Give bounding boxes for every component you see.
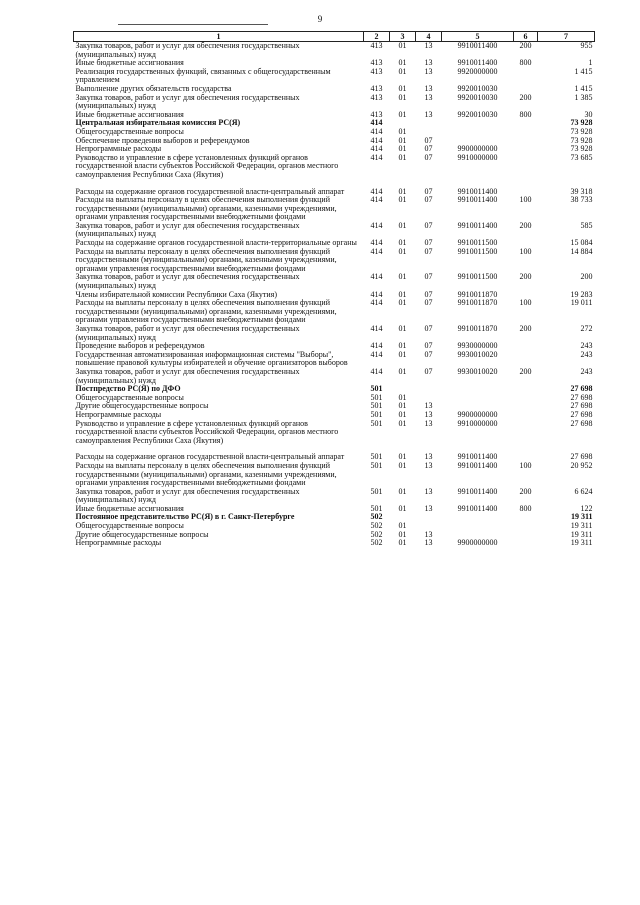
row-c2: 414 [370,289,383,299]
row-c6: 200 [519,92,532,102]
row-c3: 01 [398,135,407,145]
row-c6: 200 [519,324,532,333]
row-c4: 07 [424,220,433,230]
row-c6 [514,420,538,446]
row-c6 [514,342,538,351]
row-c3: 01 [398,186,407,196]
row-c4: 13 [424,401,433,411]
row-name: Обеспечение проведения выборов и референдумов [75,135,250,145]
row-c2: 502 [370,529,383,539]
row-c5: 9910011500 [457,238,498,248]
row-c4: 07 [424,324,433,333]
row-c3: 01 [398,503,407,513]
row-c5: 9930010020 [457,349,498,359]
row-c2: 414 [370,272,383,282]
row-c6 [514,539,538,548]
row-c5: 9910011500 [457,272,498,282]
table-row [74,68,595,85]
row-name: Иные бюджетные ассигнования [75,58,184,68]
row-c6: 800 [519,503,532,513]
row-c5: 9930000000 [457,341,498,351]
row-c6: 200 [519,220,532,230]
row-c4: 07 [424,135,433,145]
row-c3: 01 [398,324,407,333]
row-c2: 413 [370,83,383,93]
row-name: Постоянное представительство РС(Я) в г. Санкт-Петербурге [75,512,295,522]
budget-table [73,31,595,548]
row-c4: 13 [424,58,433,68]
row-c7: 27 698 [570,384,593,394]
row-c7: 6 624 [574,486,593,496]
row-name: Другие общегосударственные вопросы [75,401,209,411]
row-c7: 38 733 [570,195,593,205]
row-c7: 27 698 [570,392,593,402]
row-c2: 501 [370,460,383,470]
header-col-4: 4 [416,32,442,42]
row-c4: 07 [424,195,433,205]
row-c4 [416,119,442,128]
row-c4: 13 [424,452,433,462]
row-c5: 9930010020 [457,366,498,376]
row-c2: 414 [370,126,383,136]
row-c4: 13 [424,486,433,496]
row-c7: 585 [580,220,593,230]
row-c2: 414 [370,246,383,256]
row-name: Непрограммные расходы [75,144,162,154]
row-c2: 501 [370,503,383,513]
row-name: Непрограммные расходы [75,409,162,419]
row-c5: 9910011400 [457,460,498,470]
row-name: Реализация государственных функций, связанных с общегосударственным управлением [75,66,331,85]
row-c5: 9910011870 [457,289,498,299]
row-c4: 13 [424,529,433,539]
table-row [74,299,595,325]
row-c7: 19 311 [570,529,593,539]
header-row [74,32,595,42]
row-name: Руководство и управление в сфере установленных функций органов государственной власти субъектов Российской Федерации, органов местного самоуправления Республики Саха (Якутия) [75,418,339,445]
top-rule [118,24,268,25]
header-col-7: 7 [538,32,595,42]
row-name: Расходы на выплаты персоналу в целях обеспечения выполнения функций государственными (муниципальными) органами, казенными учреждениями, органами управления государственными внебюджетными фондами [75,195,337,222]
row-name: Закупка товаров, работ и услуг для обеспечения государственных (муниципальных) нужд [75,92,300,111]
table-row [74,420,595,446]
table-row [74,222,595,239]
row-c3: 01 [398,246,407,256]
row-c5 [442,513,514,522]
row-name: Расходы на выплаты персоналу в целях обеспечения выполнения функций государственными (муниципальными) органами, казенными учреждениями, органами управления государственными внебюджетными фондами [75,298,337,325]
row-c5: 9900000000 [457,409,498,419]
row-c3: 01 [398,144,407,154]
row-name: Закупка товаров, работ и услуг для обеспечения государственных (муниципальных) нужд [75,324,300,342]
row-c2: 501 [370,392,383,402]
table-row [74,196,595,222]
row-c2: 414 [370,298,383,308]
row-c4 [416,385,442,394]
row-name: Закупка товаров, работ и услуг для обеспечения государственных (муниципальных) нужд [75,486,300,505]
row-c2: 502 [370,521,383,531]
row-name: Другие общегосударственные вопросы [75,529,209,539]
row-c4: 13 [424,538,433,548]
row-name: Расходы на содержание органов государственной власти-центральный аппарат [75,452,345,462]
row-c4: 07 [424,238,433,248]
row-c6 [514,137,538,146]
row-c7: 19 311 [570,538,593,548]
row-c7: 243 [580,341,593,351]
table-row [74,539,595,548]
table-row [74,351,595,368]
row-c6: 800 [519,58,532,68]
row-c3: 01 [398,529,407,539]
row-c7: 200 [580,272,593,282]
row-c2: 414 [370,195,383,205]
row-c6: 200 [519,486,532,496]
row-c7: 19 311 [570,521,593,531]
row-c6 [514,402,538,411]
row-c4: 07 [424,152,433,162]
row-c3: 01 [398,289,407,299]
row-c5: 9910011400 [457,186,498,196]
row-c3: 01 [398,538,407,548]
table-row [74,488,595,505]
row-c6: 200 [519,272,532,282]
row-c5 [442,119,514,128]
row-c3: 01 [398,83,407,93]
row-c7: 27 698 [570,418,593,428]
row-name: Общегосударственные вопросы [75,392,184,402]
row-c5: 9910011400 [457,503,498,513]
row-c3: 01 [398,409,407,419]
row-c3: 01 [398,58,407,68]
row-c4: 07 [424,272,433,282]
row-c6 [514,385,538,394]
row-c2: 501 [370,486,383,496]
row-c5: 9910011400 [457,58,498,68]
row-c5: 9910011500 [457,246,498,256]
row-c2: 502 [370,512,383,522]
header-col-2: 2 [364,32,390,42]
row-c7: 243 [580,349,593,359]
row-c2: 413 [370,58,383,68]
row-c6 [514,351,538,368]
row-c2: 414 [370,238,383,248]
row-c7: 27 698 [570,401,593,411]
row-name: Проведение выборов и референдумов [75,341,205,351]
header-col-1: 1 [74,32,364,42]
row-c3: 01 [398,109,407,119]
row-c4: 13 [424,503,433,513]
row-c6 [514,128,538,137]
row-c7: 955 [580,41,593,50]
row-c4: 13 [424,409,433,419]
row-name: Расходы на выплаты персоналу в целях обеспечения выполнения функций государственными (муниципальными) органами, казенными учреждениями, органами управления государственными внебюджетными фондами [75,246,337,273]
row-c5: 9920010030 [457,92,498,102]
row-c6: 100 [519,298,532,308]
row-c3: 01 [398,349,407,359]
row-name: Закупка товаров, работ и услуг для обеспечения государственных (муниципальных) нужд [75,272,300,291]
row-c6: 200 [519,41,532,50]
row-c2: 414 [370,220,383,230]
row-c2: 414 [370,366,383,376]
row-c6 [514,531,538,540]
row-c3: 01 [398,521,407,531]
row-c3: 01 [398,238,407,248]
row-c5 [442,128,514,137]
row-c4: 13 [424,418,433,428]
table-row [74,273,595,290]
row-c4: 13 [424,109,433,119]
row-c6: 100 [519,195,532,205]
row-c4 [416,513,442,522]
row-c4: 07 [424,186,433,196]
row-c4: 13 [424,460,433,470]
table-body [74,42,595,548]
row-c7: 19 311 [570,512,593,522]
table-row [74,368,595,385]
row-name: Государственная автоматизированная информационная системы "Выборы", повышение правовой культуры избирателей и обучение организаторов выборов [75,349,348,368]
row-c7: 14 884 [570,246,593,256]
row-c4: 07 [424,246,433,256]
row-c7: 30 [584,109,593,119]
row-c7: 73 685 [570,152,593,162]
row-name: Закупка товаров, работ и услуг для обеспечения государственных (муниципальных) нужд [75,366,300,385]
table-row [74,42,595,60]
row-c5 [442,394,514,403]
row-c3: 01 [398,460,407,470]
row-name: Постпредство РС(Я) по ДФО [75,384,181,394]
row-c3: 01 [398,486,407,496]
row-c5: 9910011400 [457,41,498,50]
row-c2: 414 [370,186,383,196]
row-name: Расходы на выплаты персоналу в целях обеспечения выполнения функций государственными (муниципальными) органами, казенными учреждениями, органами управления государственными внебюджетными фондами [75,460,337,488]
row-c6 [514,411,538,420]
row-c3: 01 [398,152,407,162]
row-c5: 9920010030 [457,83,498,93]
row-name: Общегосударственные вопросы [75,126,184,136]
row-c2: 501 [370,418,383,428]
header-col-5: 5 [442,32,514,42]
row-c2: 502 [370,538,383,548]
row-c4: 13 [424,83,433,93]
row-name: Закупка товаров, работ и услуг для обеспечения государственных (муниципальных) нужд [75,220,300,239]
row-c5: 9910011870 [457,298,498,308]
row-c5: 9910011400 [457,220,498,230]
row-c6 [514,394,538,403]
row-c5: 9910000000 [457,152,498,162]
row-c7: 1 415 [574,66,593,76]
row-c2: 414 [370,349,383,359]
row-name: Общегосударственные вопросы [75,521,184,531]
row-c2: 414 [370,324,383,333]
row-c5: 9910011870 [457,324,498,333]
row-c2: 414 [370,135,383,145]
row-name: Центральная избирательная комиссия РС(Я) [75,118,241,128]
row-c5: 9910011400 [457,452,498,462]
row-c7: 27 698 [570,452,593,462]
row-c4: 07 [424,144,433,154]
page-number: 9 [317,14,323,24]
row-c3: 01 [398,220,407,230]
row-c2: 413 [370,92,383,102]
row-c6: 200 [519,366,532,376]
row-name: Расходы на содержание органов государственной власти-территориальные органы [75,238,357,248]
row-c3: 01 [398,341,407,351]
row-c7: 19 011 [570,298,593,308]
row-c2: 414 [370,118,383,128]
row-c3: 01 [398,418,407,428]
row-c2: 501 [370,452,383,462]
row-name: Расходы на содержание органов государственной власти-центральный аппарат [75,186,345,196]
row-c3: 01 [398,452,407,462]
row-c5: 9910011400 [457,486,498,496]
row-c2: 414 [370,341,383,351]
table-row [74,248,595,274]
row-c7: 73 928 [570,118,593,128]
row-name: Выполнение других обязательств государства [75,83,232,93]
row-c6 [514,513,538,522]
row-name: Иные бюджетные ассигнования [75,503,184,513]
row-c2: 414 [370,152,383,162]
row-c2: 413 [370,41,383,50]
row-c4: 07 [424,349,433,359]
row-c7: 19 283 [570,289,593,299]
row-c7: 73 928 [570,144,593,154]
row-c6: 100 [519,246,532,256]
table-row [74,325,595,342]
table-row [74,462,595,488]
row-c7: 73 928 [570,126,593,136]
row-c5: 9900000000 [457,144,498,154]
row-c7: 272 [580,324,593,333]
row-c4: 13 [424,41,433,50]
row-c5 [442,522,514,531]
row-c4: 13 [424,66,433,76]
row-c6 [514,522,538,531]
row-c4: 13 [424,92,433,102]
row-c4: 07 [424,289,433,299]
row-c3: 01 [398,298,407,308]
row-c2: 413 [370,109,383,119]
table-row [74,94,595,111]
row-c7: 39 318 [570,186,593,196]
row-c6 [514,145,538,154]
row-c6: 100 [519,460,532,470]
row-c3: 01 [398,272,407,282]
row-c2: 501 [370,409,383,419]
row-c7: 73 928 [570,135,593,145]
row-c2: 501 [370,401,383,411]
row-c3: 01 [398,66,407,76]
row-c5: 9910000000 [457,418,498,428]
row-c3: 01 [398,41,407,50]
row-c3: 01 [398,195,407,205]
row-name: Руководство и управление в сфере установленных функций органов государственной власти субъектов Российской Федерации, органов местного самоуправления Республики Саха (Якутия) [75,152,339,179]
row-c4: 07 [424,341,433,351]
row-c3: 01 [398,92,407,102]
row-c7: 1 415 [574,83,593,93]
row-c7: 243 [580,366,593,376]
row-c7: 27 698 [570,409,593,419]
row-c7: 1 [588,58,593,68]
row-c4: 07 [424,298,433,308]
row-c2: 501 [370,384,383,394]
header-col-3: 3 [390,32,416,42]
row-c6: 800 [519,109,532,119]
row-c7: 20 952 [570,460,593,470]
row-c7: 122 [580,503,593,513]
row-name: Закупка товаров, работ и услуг для обеспечения государственных (муниципальных) нужд [75,41,300,59]
row-c3: 01 [398,401,407,411]
row-c3: 01 [398,392,407,402]
row-c6 [514,154,538,180]
row-name: Члены избирательной комиссии Республики Саха (Якутия) [75,289,277,299]
table-row [74,154,595,180]
row-c5: 9900000000 [457,538,498,548]
row-c5: 9920000000 [457,66,498,76]
row-name: Иные бюджетные ассигнования [75,109,184,119]
header-col-6: 6 [514,32,538,42]
row-c4: 07 [424,366,433,376]
row-c5 [442,385,514,394]
row-c2: 413 [370,66,383,76]
row-c5: 9920010030 [457,109,498,119]
row-c3: 01 [398,126,407,136]
row-c5: 9910011400 [457,195,498,205]
row-c7: 15 084 [570,238,593,248]
row-c6 [514,119,538,128]
row-c7: 1 385 [574,92,593,102]
row-c6 [514,68,538,85]
row-c2: 414 [370,144,383,154]
row-name: Непрограммные расходы [75,538,162,548]
row-c3: 01 [398,366,407,376]
